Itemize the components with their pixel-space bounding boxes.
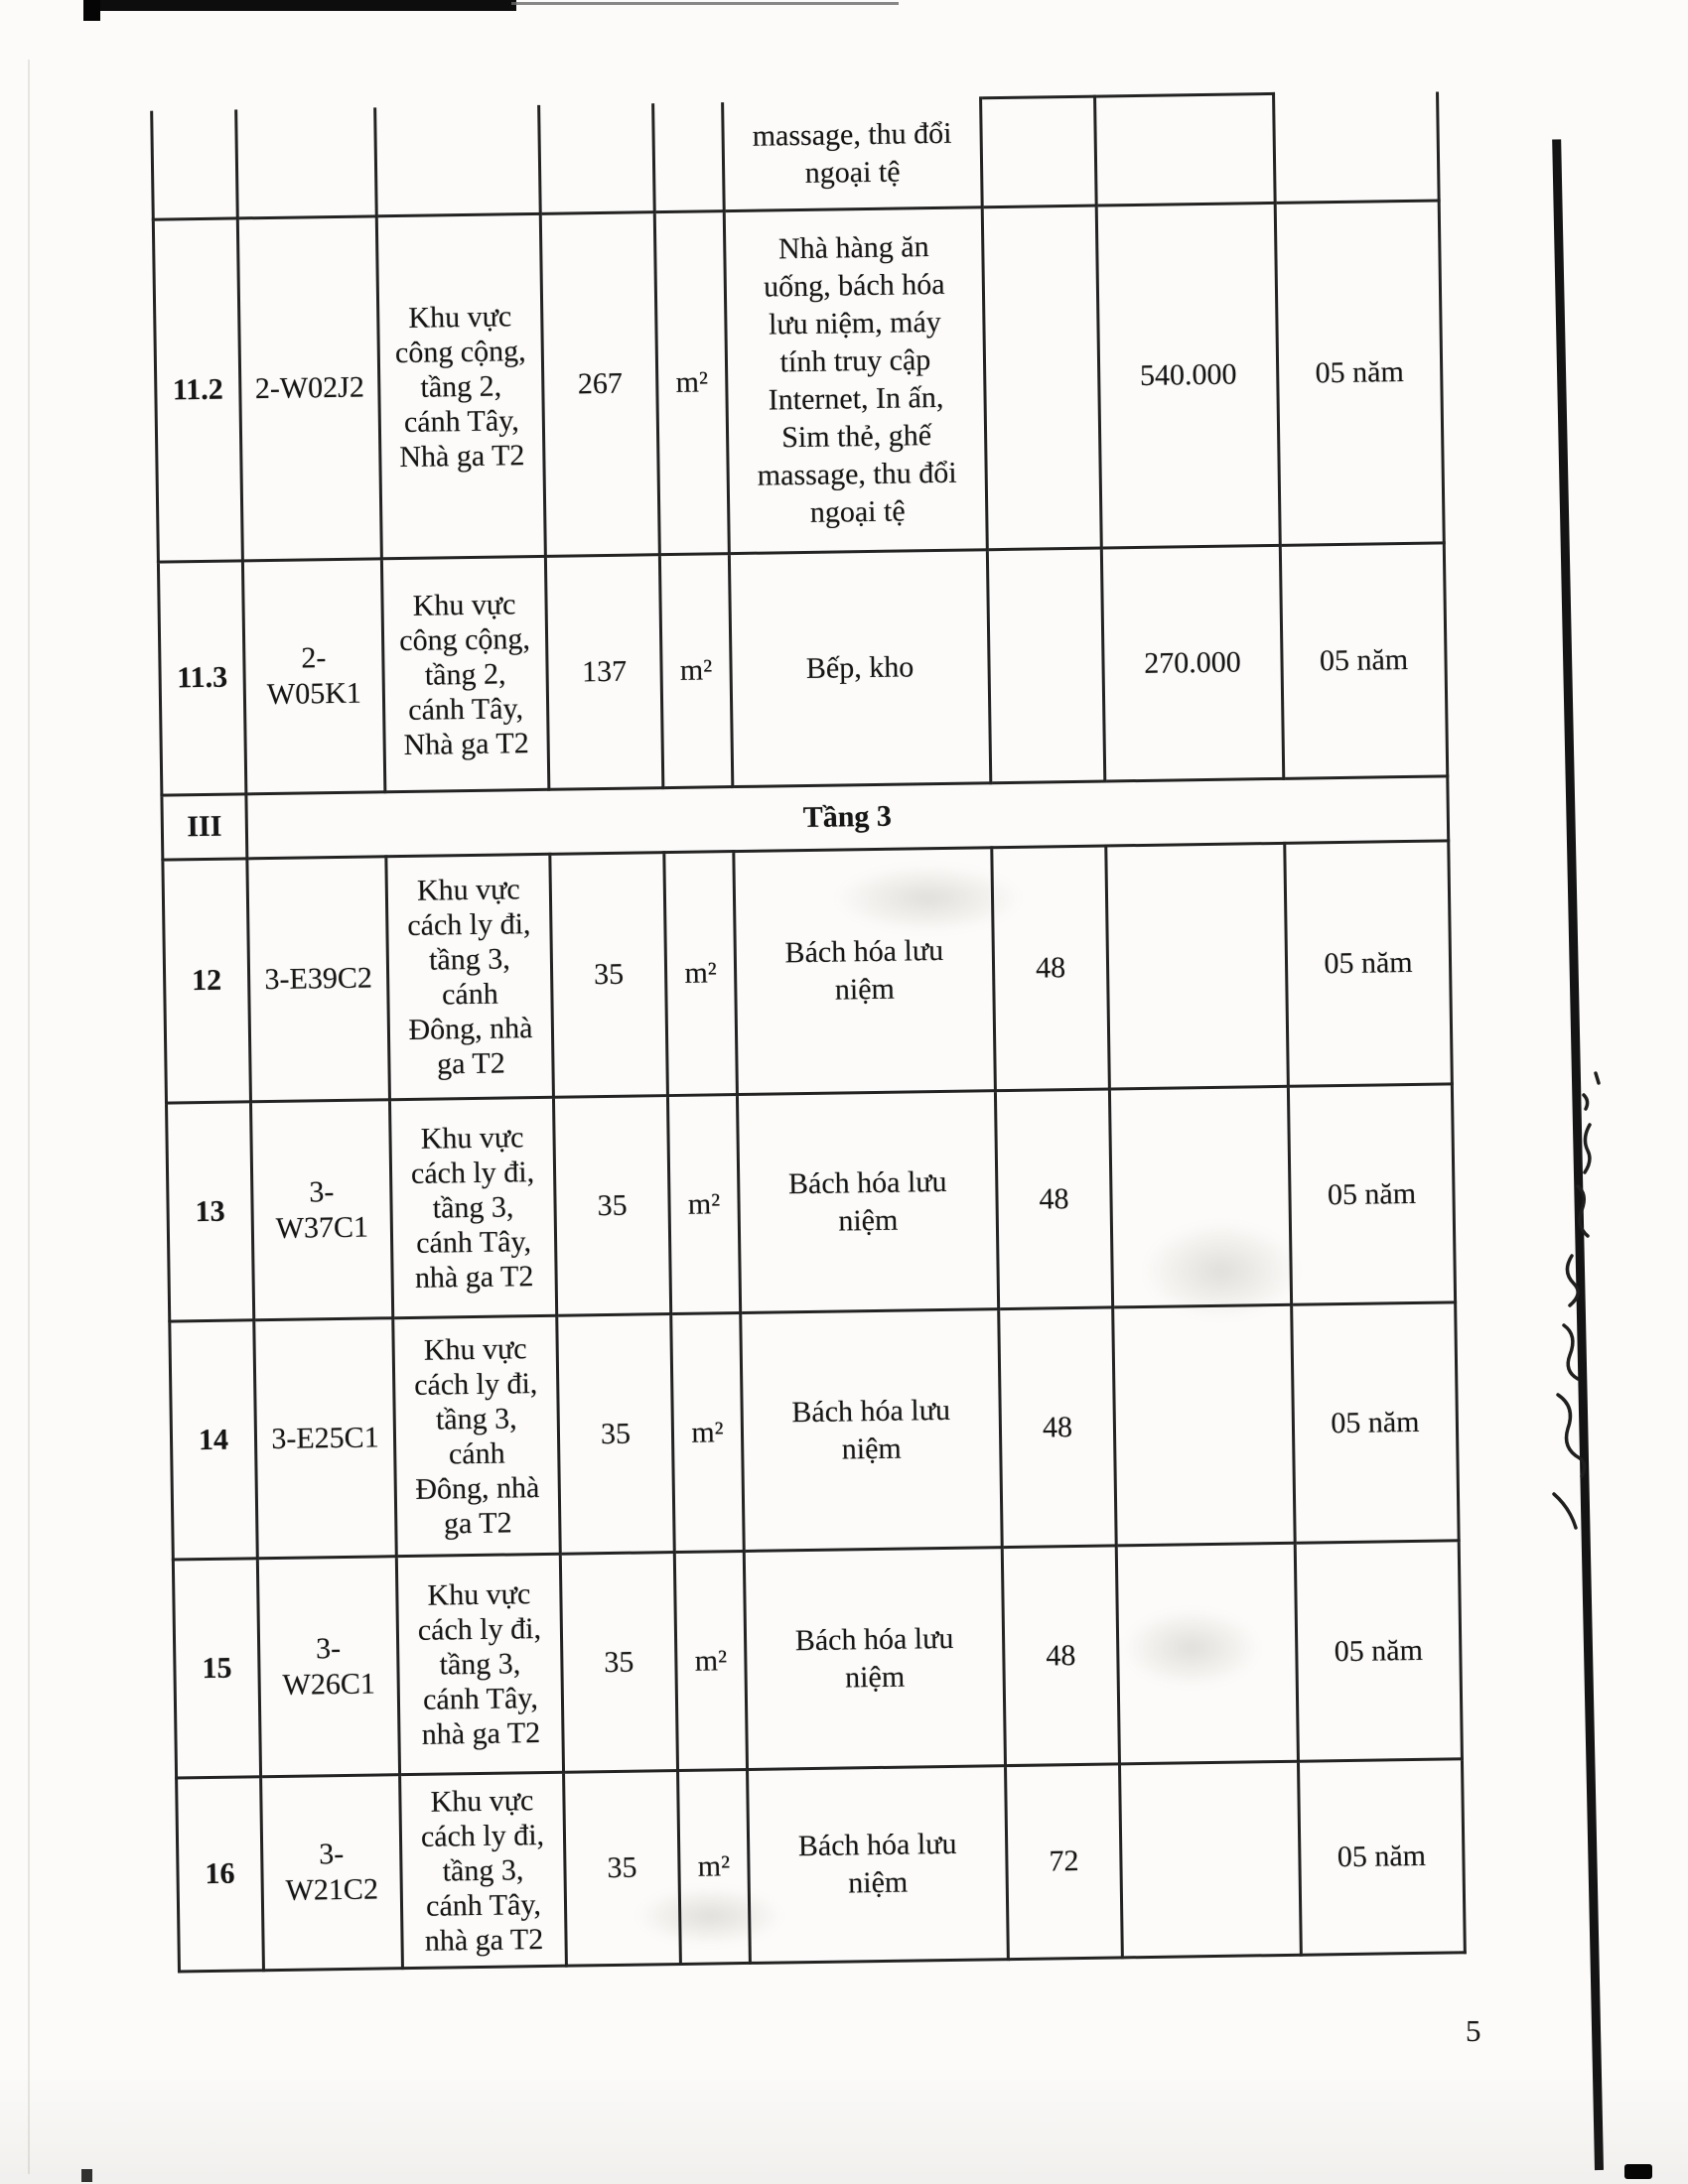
cell-area: 35 <box>564 1771 681 1967</box>
cell-code: 3- W21C2 <box>261 1775 403 1971</box>
cell-code: 3- W37C1 <box>250 1100 392 1320</box>
cell-area <box>539 103 655 214</box>
cell-code: 2-W02J2 <box>237 216 381 561</box>
scan-top-bar-artifact <box>94 0 516 11</box>
cell-location: Khu vực công cộng, tầng 2, cánh Tây, Nhà ga T2 <box>381 556 548 791</box>
cell-unit: m² <box>678 1769 751 1964</box>
scan-noise-artifact <box>0 2065 1688 2184</box>
cell-price: 540.000 <box>1096 203 1280 548</box>
cell-purpose: Bách hóa lưu niệm <box>737 1091 998 1313</box>
cell-duration: 05 năm <box>1275 201 1444 545</box>
cell-location: Khu vực cách ly đi, tầng 3, cánh Tây, nhà ga T2 <box>400 1772 567 1968</box>
cell-price <box>1109 1086 1291 1307</box>
cell-purpose: Bách hóa lưu niệm <box>734 848 996 1095</box>
cell-duration: 05 năm <box>1295 1541 1462 1761</box>
cell-unit: m² <box>654 211 729 555</box>
table-row <box>158 543 1447 795</box>
cell-stt: 14 <box>170 1320 258 1560</box>
cell-duration <box>1274 91 1440 203</box>
cell-duration: 05 năm <box>1298 1759 1465 1955</box>
cell-area: 267 <box>540 212 659 557</box>
cell-location: Khu vực công cộng, tầng 2, cánh Tây, Nhà ga T2 <box>376 213 545 558</box>
cell-code: 3-E39C2 <box>247 857 390 1102</box>
cell-code <box>236 107 377 218</box>
cell-purpose: Bếp, kho <box>729 550 990 787</box>
cell-qty: 48 <box>1002 1546 1119 1766</box>
cell-location: Khu vực cách ly đi, tầng 3, cánh Đông, nhà ga T2 <box>386 854 554 1099</box>
cell-unit: m² <box>659 554 732 788</box>
cell-duration: 05 năm <box>1285 841 1453 1086</box>
cell-price <box>1106 843 1289 1089</box>
cell-stt: 12 <box>163 859 251 1103</box>
cell-unit: m² <box>674 1551 747 1770</box>
cell-purpose: Nhà hàng ăn uống, bách hóa lưu niệm, máy tính truy cập Internet, In ấn, Sim thẻ, ghế massage, thu đổi ngoại tệ <box>724 207 987 554</box>
cell-unit: m² <box>671 1313 745 1553</box>
cell-location: Khu vực cách ly đi, tầng 3, cánh Tây, nhà ga T2 <box>396 1554 563 1774</box>
cell-stt <box>152 109 238 219</box>
cell-unit: m² <box>664 852 738 1096</box>
cell-unit <box>653 102 725 212</box>
cell-price <box>1119 1761 1301 1958</box>
cell-price: 270.000 <box>1101 545 1283 781</box>
cell-stt: 13 <box>166 1102 253 1321</box>
table-row <box>163 841 1452 1103</box>
cell-purpose: Bách hóa lưu niệm <box>741 1309 1003 1552</box>
cell-area: 35 <box>553 1096 670 1316</box>
cell-location: Khu vực cách ly đi, tầng 3, cánh Đông, nhà ga T2 <box>393 1315 561 1556</box>
cell-section-title: Tầng 3 <box>246 776 1449 859</box>
cell-qty: 72 <box>1005 1764 1122 1960</box>
cell-duration: 05 năm <box>1292 1302 1460 1543</box>
cell-location: Khu vực cách ly đi, tầng 3, cánh Tây, nhà ga T2 <box>389 1097 556 1317</box>
cell-stt: 11.2 <box>153 218 242 562</box>
cell-qty: 48 <box>999 1307 1117 1548</box>
handwriting-artifact <box>1544 1067 1614 1564</box>
table-row <box>173 1541 1462 1778</box>
cell-area: 137 <box>545 555 662 790</box>
cell-price <box>1113 1304 1296 1546</box>
cell-stt: 15 <box>173 1559 260 1778</box>
cell-code: 2- W05K1 <box>242 559 384 794</box>
cell-section-number: III <box>162 794 247 860</box>
table-row <box>177 1759 1466 1972</box>
page-number: 5 <box>1466 2013 1481 2048</box>
cell-location <box>375 104 541 215</box>
table-wrap <box>150 89 1464 1973</box>
cell-price <box>1116 1543 1298 1764</box>
lease-table <box>150 89 1467 1973</box>
cell-qty <box>982 205 1101 550</box>
table-row <box>153 201 1444 562</box>
cell-purpose: massage, thu đổi ngoại tệ <box>723 98 983 211</box>
cell-qty <box>981 96 1097 207</box>
cell-price <box>1095 93 1276 205</box>
table-row <box>152 91 1439 219</box>
cell-qty: 48 <box>992 846 1110 1091</box>
table-row <box>166 1084 1455 1321</box>
cell-stt: 16 <box>177 1777 264 1972</box>
cell-code: 3- W26C1 <box>257 1557 399 1777</box>
cell-area: 35 <box>557 1314 675 1555</box>
cell-unit: m² <box>667 1095 740 1314</box>
cell-purpose: Bách hóa lưu niệm <box>748 1766 1009 1964</box>
cell-duration: 05 năm <box>1280 543 1447 778</box>
cell-qty: 48 <box>995 1089 1112 1309</box>
scan-left-edge-artifact <box>28 60 30 2174</box>
cell-area: 35 <box>560 1553 677 1773</box>
cell-area: 35 <box>550 853 668 1098</box>
scan-top-line-artifact <box>511 2 899 5</box>
cell-duration: 05 năm <box>1288 1084 1455 1304</box>
cell-purpose: Bách hóa lưu niệm <box>744 1548 1005 1770</box>
cell-stt: 11.3 <box>158 561 245 795</box>
cell-qty <box>987 548 1104 783</box>
table-row <box>170 1302 1459 1560</box>
scan-corner-mark-artifact <box>83 0 100 21</box>
cell-code: 3-E25C1 <box>254 1318 397 1559</box>
